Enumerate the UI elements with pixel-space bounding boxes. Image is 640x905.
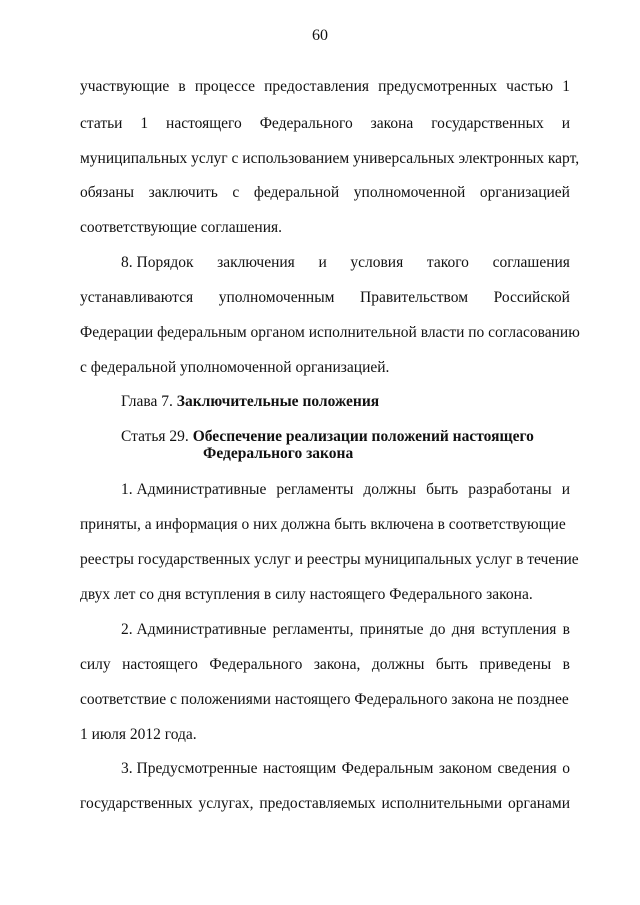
word: условия <box>350 254 404 271</box>
word: такого <box>426 254 469 271</box>
word: с <box>232 184 240 201</box>
p5-line-2 <box>80 794 570 814</box>
word: 2. Административные <box>121 621 267 638</box>
word: 1 <box>140 115 149 132</box>
p2-line-2 <box>80 288 570 308</box>
word: заключения <box>217 254 295 271</box>
word: 8. Порядок <box>121 254 194 271</box>
word: предусмотренных <box>378 78 498 95</box>
word: регламенты, <box>272 621 354 638</box>
word: Правительством <box>360 289 469 306</box>
word: Российской <box>493 289 570 306</box>
word: настоящего <box>166 115 242 132</box>
word: законом <box>438 760 492 777</box>
word: сведения <box>497 760 557 777</box>
p1-line-2 <box>80 114 570 134</box>
word: Федеральным <box>341 760 434 777</box>
word: и <box>318 254 327 271</box>
p2-line-4: с федеральной уполномоченной организацией. <box>80 359 390 376</box>
word: и <box>561 115 570 132</box>
word: разработаны <box>468 481 552 498</box>
word: Федерального <box>259 115 353 132</box>
word: дня <box>451 621 476 638</box>
word: организацией <box>479 184 570 201</box>
word: быть <box>435 656 469 673</box>
word: услугах, <box>198 795 254 812</box>
word: закона, <box>313 656 361 673</box>
p1-line-5: соответствующие соглашения. <box>80 219 282 236</box>
word: 1. Административные <box>121 481 267 498</box>
p3-line-1 <box>121 480 570 500</box>
word: предоставления <box>264 78 370 95</box>
word: силу <box>80 656 111 673</box>
word: Федерального <box>209 656 303 673</box>
word: уполномоченной <box>353 184 466 201</box>
p1-line-3: муниципальных услуг с использованием универсальных электронных карт, <box>80 150 580 167</box>
word: 1 <box>562 78 570 95</box>
word: статьи <box>80 115 123 132</box>
word: органами <box>507 795 570 812</box>
word: регламенты <box>276 481 354 498</box>
p3-line-2: приняты, а информация о них должна быть включена в соответствующие <box>80 516 566 533</box>
word: приведены <box>479 656 552 673</box>
word: должны <box>371 656 425 673</box>
word: частью <box>506 78 554 95</box>
word: предоставляемых <box>259 795 376 812</box>
word: вступления <box>481 621 557 638</box>
p4-line-1 <box>121 620 570 640</box>
chapter-title: Заключительные положения <box>176 393 380 410</box>
word: настоящим <box>262 760 337 777</box>
word: процессе <box>194 78 256 95</box>
word: в <box>562 621 570 638</box>
word: закона <box>370 115 414 132</box>
word: должны <box>363 481 417 498</box>
word: устанавливаются <box>80 289 194 306</box>
article-prefix: Статья 29. <box>121 428 189 445</box>
p4-line-4: 1 июля 2012 года. <box>80 726 197 743</box>
word: быть <box>426 481 459 498</box>
word: и <box>561 481 570 498</box>
word: государственных <box>80 795 193 812</box>
chapter-heading <box>121 392 379 412</box>
word: 3. Предусмотренные <box>121 760 258 777</box>
p4-line-2 <box>80 655 570 675</box>
word: исполнительными <box>381 795 503 812</box>
p2-line-1 <box>121 253 570 273</box>
word: в <box>178 78 186 95</box>
word: о <box>562 760 570 777</box>
word: участвующие <box>80 78 170 95</box>
word: до <box>429 621 446 638</box>
word: обязаны <box>80 184 135 201</box>
p3-line-4: двух лет со дня вступления в силу настоящего Федерального закона. <box>80 586 533 603</box>
article-title-line-1: Обеспечение реализации положений настоящего <box>192 428 534 445</box>
word: соглашения <box>492 254 570 271</box>
word: настоящего <box>122 656 198 673</box>
p1-line-4 <box>80 183 570 203</box>
p1-line-1 <box>80 77 570 97</box>
word: федеральной <box>253 184 340 201</box>
word: в <box>562 656 570 673</box>
p4-line-3: соответствие с положениями настоящего Федерального закона не позднее <box>80 691 569 708</box>
p5-line-1 <box>121 759 570 779</box>
p3-line-3: реестры государственных услуг и реестры муниципальных услуг в течение <box>80 551 579 568</box>
word: уполномоченным <box>218 289 335 306</box>
article-title-line-2: Федерального закона <box>203 445 354 462</box>
word: заключить <box>148 184 218 201</box>
chapter-prefix: Глава 7. <box>121 393 173 410</box>
p2-line-3: Федерации федеральным органом исполнительной власти по согласованию <box>80 324 580 341</box>
word: государственных <box>431 115 544 132</box>
page-number: 60 <box>312 27 328 44</box>
word: принятые <box>359 621 424 638</box>
